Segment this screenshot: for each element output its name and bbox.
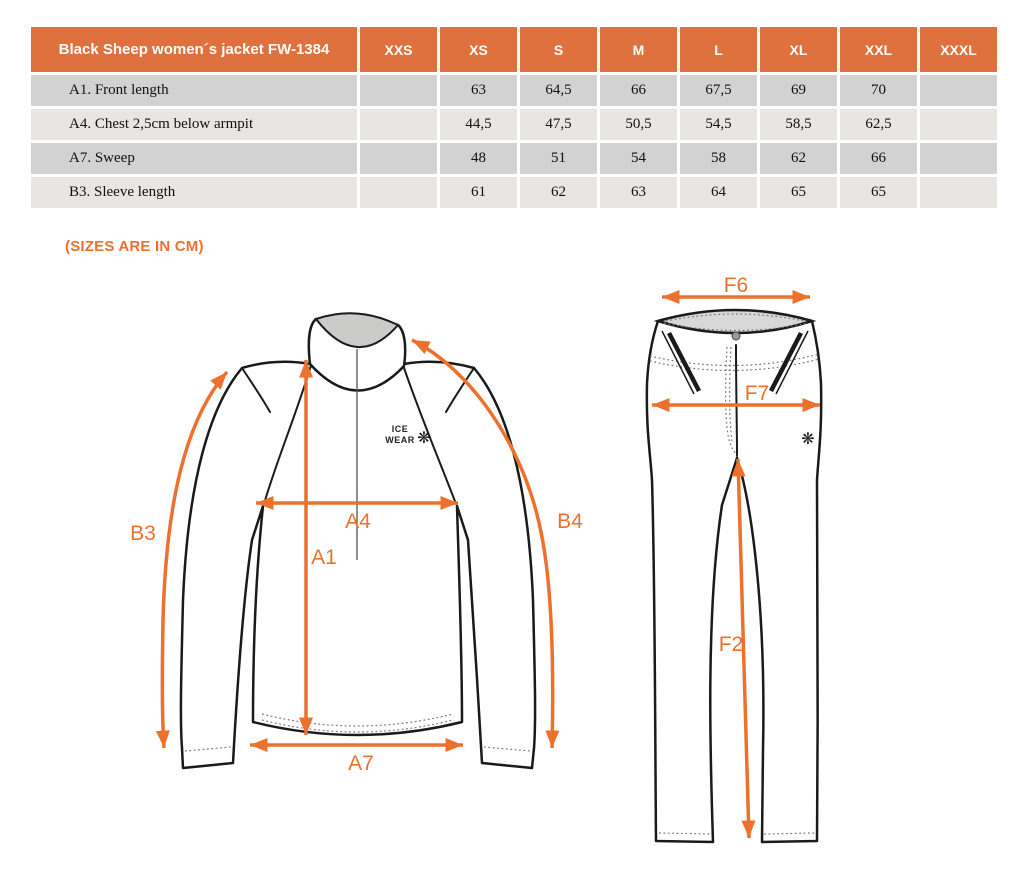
cell [920, 143, 997, 174]
table-row-chest [31, 109, 997, 140]
cell [360, 75, 437, 106]
col-xxl: XXL [840, 27, 917, 72]
cell [360, 109, 437, 140]
cell: 62 [520, 177, 597, 208]
cell: 66 [840, 143, 917, 174]
cell [360, 143, 437, 174]
sizes-note: (SIZES ARE IN CM) [65, 238, 204, 255]
cell: 69 [760, 75, 837, 106]
jacket-snowflake-icon: ❋ [417, 430, 431, 447]
cell: 58,5 [760, 109, 837, 140]
cell: 58 [680, 143, 757, 174]
pants-button [732, 332, 740, 340]
cell: 54 [600, 143, 677, 174]
col-m: M [600, 27, 677, 72]
row-label: A4. Chest 2,5cm below armpit [31, 109, 357, 140]
cell: 63 [440, 75, 517, 106]
cell: 47,5 [520, 109, 597, 140]
table-header-row [31, 27, 997, 72]
cell [920, 177, 997, 208]
cell: 70 [840, 75, 917, 106]
table-row-front-length [31, 75, 997, 106]
label-a1: A1 [311, 546, 337, 569]
pants-drawing [647, 310, 821, 842]
jacket-body-outline [181, 356, 535, 768]
cell: 62,5 [840, 109, 917, 140]
size-table [28, 24, 1000, 211]
cell: 64 [680, 177, 757, 208]
cell: 65 [840, 177, 917, 208]
col-s: S [520, 27, 597, 72]
cell: 66 [600, 75, 677, 106]
cell: 61 [440, 177, 517, 208]
pants-body-outline [647, 311, 821, 843]
cell [920, 109, 997, 140]
cell: 64,5 [520, 75, 597, 106]
col-l: L [680, 27, 757, 72]
pants-center-seam [736, 345, 737, 456]
cell: 67,5 [680, 75, 757, 106]
cell: 50,5 [600, 109, 677, 140]
label-f2: F2 [718, 633, 744, 656]
col-xl: XL [760, 27, 837, 72]
row-label: A7. Sweep [31, 143, 357, 174]
col-xxs: XXS [360, 27, 437, 72]
jacket-logo-line1: ICE [391, 424, 409, 434]
cell: 51 [520, 143, 597, 174]
cell: 65 [760, 177, 837, 208]
jacket-logo-line2: WEAR [385, 435, 415, 445]
col-xs: XS [440, 27, 517, 72]
cell [360, 177, 437, 208]
col-xxxl: XXXL [920, 27, 997, 72]
cell: 44,5 [440, 109, 517, 140]
garment-diagrams [0, 270, 1027, 888]
label-f7: F7 [744, 382, 770, 405]
cell: 48 [440, 143, 517, 174]
label-f6: F6 [723, 274, 749, 297]
label-a4: A4 [345, 510, 371, 533]
cell: 54,5 [680, 109, 757, 140]
row-label: B3. Sleeve length [31, 177, 357, 208]
row-label: A1. Front length [31, 75, 357, 106]
table-row-sleeve-length [31, 177, 997, 208]
table-title: Black Sheep women´s jacket FW-1384 [31, 27, 357, 72]
cell: 62 [760, 143, 837, 174]
cell [920, 75, 997, 106]
label-b3: B3 [130, 522, 156, 545]
jacket-drawing [181, 313, 535, 768]
table-row-sweep [31, 143, 997, 174]
label-a7: A7 [348, 752, 374, 775]
cell: 63 [600, 177, 677, 208]
pants-snowflake-icon: ❋ [801, 431, 815, 448]
label-b4: B4 [557, 510, 583, 533]
